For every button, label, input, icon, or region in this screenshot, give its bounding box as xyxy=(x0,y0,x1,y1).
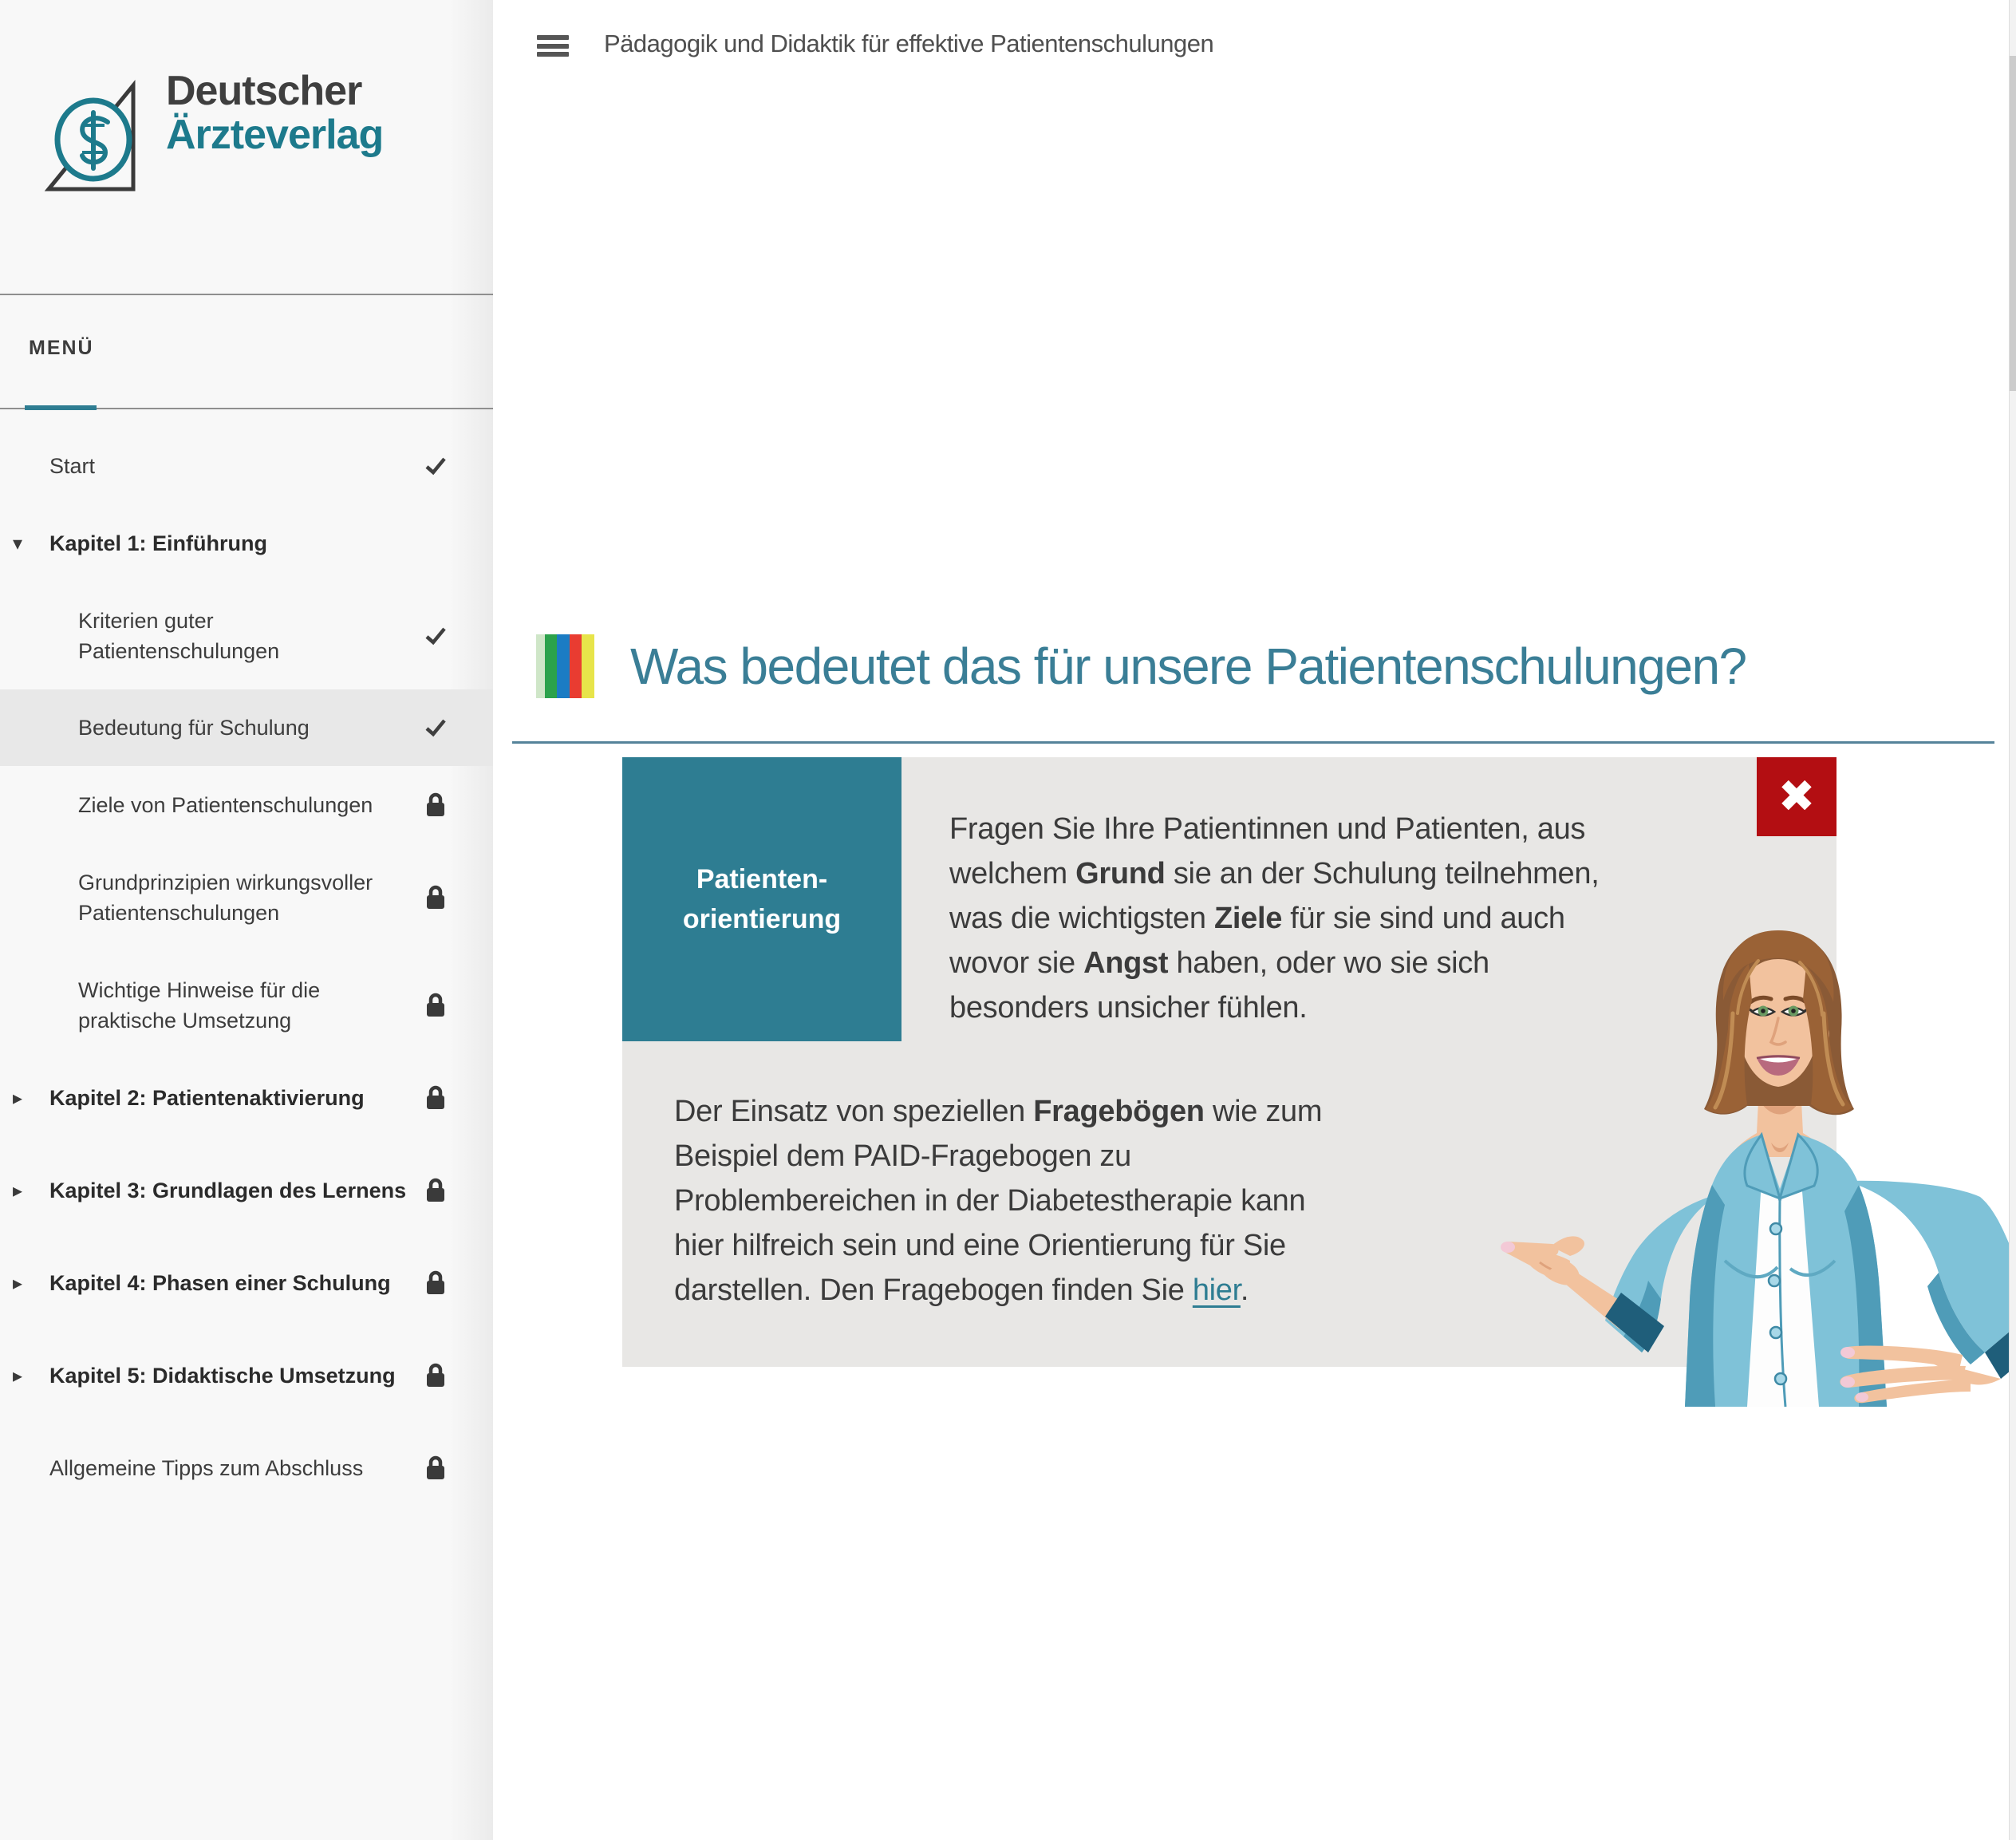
lock-icon xyxy=(424,884,447,911)
lock-icon xyxy=(424,1455,447,1482)
logo-line1: Deutscher xyxy=(166,68,362,114)
chevron-right-icon[interactable]: ▸ xyxy=(13,1271,23,1294)
menu-heading: MENÜ xyxy=(29,337,94,359)
card-topic-line2: orientierung xyxy=(682,904,842,934)
sidebar-item-label: Wichtige Hinweise für die praktische Umsetzung xyxy=(78,977,321,1033)
sidebar-item-label: Grundprinzipien wirkungsvoller Patientenschulungen xyxy=(78,870,373,925)
main-content xyxy=(493,0,2016,1840)
card-paragraph-2: Der Einsatz von speziellen Fragebögen wie zum Beispiel dem PAID-Fragebogen zu Problembereichen in der Diabetestherapie kann hier hilfreich sein und eine Orientierung für Sie darstellen. Den Fragebogen finden Sie hier. xyxy=(674,1095,1323,1307)
card-topic-label xyxy=(622,757,901,1041)
locked-state xyxy=(420,1269,452,1297)
sidebar-item-kriterien[interactable] xyxy=(0,582,493,689)
logo-line2: Ärzteverlag xyxy=(166,112,384,158)
check-icon xyxy=(425,456,446,476)
card-topic-line1: Patienten- xyxy=(696,864,828,894)
sidebar-item-kapitel-2[interactable] xyxy=(0,1059,493,1136)
sidebar-item-bedeutung[interactable] xyxy=(0,689,493,766)
sidebar-item-label: Kriterien guter Patientenschulungen xyxy=(78,608,280,663)
sidebar-item-kapitel-4[interactable] xyxy=(0,1244,493,1321)
locked-state xyxy=(420,792,452,819)
hamburger-icon[interactable] xyxy=(537,35,569,57)
completed-state xyxy=(420,626,452,646)
sidebar-item-kapitel-1[interactable] xyxy=(0,504,493,582)
heading-rule xyxy=(512,741,1994,744)
color-bars-icon xyxy=(536,634,594,698)
sidebar xyxy=(0,0,493,1840)
chevron-right-icon[interactable]: ▸ xyxy=(13,1364,23,1387)
sidebar-item-label: Kapitel 5: Didaktische Umsetzung xyxy=(49,1363,396,1388)
locked-state xyxy=(420,1455,452,1482)
sidebar-item-kapitel-3[interactable] xyxy=(0,1136,493,1244)
sidebar-item-label: Kapitel 1: Einführung xyxy=(49,531,267,555)
sidebar-item-label: Kapitel 3: Grundlagen des Lernens xyxy=(49,1178,407,1202)
menu-tab-indicator xyxy=(25,405,97,410)
sidebar-item-label: Bedeutung für Schulung xyxy=(78,716,310,740)
chevron-right-icon[interactable]: ▸ xyxy=(13,1086,23,1109)
sidebar-item-tipps[interactable] xyxy=(0,1429,493,1506)
sidebar-item-label: Kapitel 4: Phasen einer Schulung xyxy=(49,1270,391,1295)
check-icon xyxy=(425,626,446,646)
lock-icon xyxy=(424,1084,447,1112)
completed-state xyxy=(420,456,452,476)
page-heading: Was bedeutet das für unsere Patientenschulungen? xyxy=(630,638,1746,695)
lock-icon xyxy=(424,992,447,1019)
sidebar-item-start[interactable] xyxy=(0,427,493,504)
check-icon xyxy=(425,718,446,737)
sidebar-item-label: Ziele von Patientenschulungen xyxy=(78,792,373,817)
chevron-down-icon[interactable]: ▾ xyxy=(13,531,23,555)
chevron-right-icon[interactable]: ▸ xyxy=(13,1179,23,1202)
lock-icon xyxy=(424,1269,447,1297)
sidebar-item-label: Allgemeine Tipps zum Abschluss xyxy=(49,1455,364,1480)
lock-icon xyxy=(424,1362,447,1389)
lock-icon xyxy=(424,792,447,819)
lock-icon xyxy=(424,1177,447,1204)
course-menu xyxy=(0,427,493,1506)
close-icon: ✖ xyxy=(1777,770,1816,823)
locked-state xyxy=(420,1084,452,1112)
presenter-illustration xyxy=(1484,918,2016,1407)
sidebar-item-ziele[interactable] xyxy=(0,766,493,843)
locked-state xyxy=(420,884,452,911)
sidebar-item-grundprinzipien[interactable] xyxy=(0,843,493,951)
locked-state xyxy=(420,1362,452,1389)
scrollbar-track[interactable] xyxy=(2009,0,2016,1840)
locked-state xyxy=(420,1177,452,1204)
sidebar-item-kapitel-5[interactable] xyxy=(0,1321,493,1429)
sidebar-item-label: Kapitel 2: Patientenaktivierung xyxy=(49,1085,365,1110)
completed-state xyxy=(420,718,452,737)
locked-state xyxy=(420,992,452,1019)
publisher-logo xyxy=(44,68,443,195)
sidebar-item-label: Start xyxy=(49,453,96,478)
divider xyxy=(0,294,493,295)
sidebar-item-hinweise[interactable] xyxy=(0,951,493,1059)
fragebogen-link[interactable]: hier xyxy=(1192,1273,1241,1307)
card-paragraph-1: Fragen Sie Ihre Patientinnen und Patienten, aus welchem Grund sie an der Schulung teilnehmen, was die wichtigsten Ziele für sie sind und auch wovor sie Angst haben, oder wo sie sich besonders unsicher fühlen. xyxy=(949,812,1600,1025)
scrollbar-thumb[interactable] xyxy=(2010,56,2016,391)
aerzteverlag-logo-icon xyxy=(44,76,140,195)
course-title: Pädagogik und Didaktik für effektive Patientenschulungen xyxy=(604,30,1214,57)
